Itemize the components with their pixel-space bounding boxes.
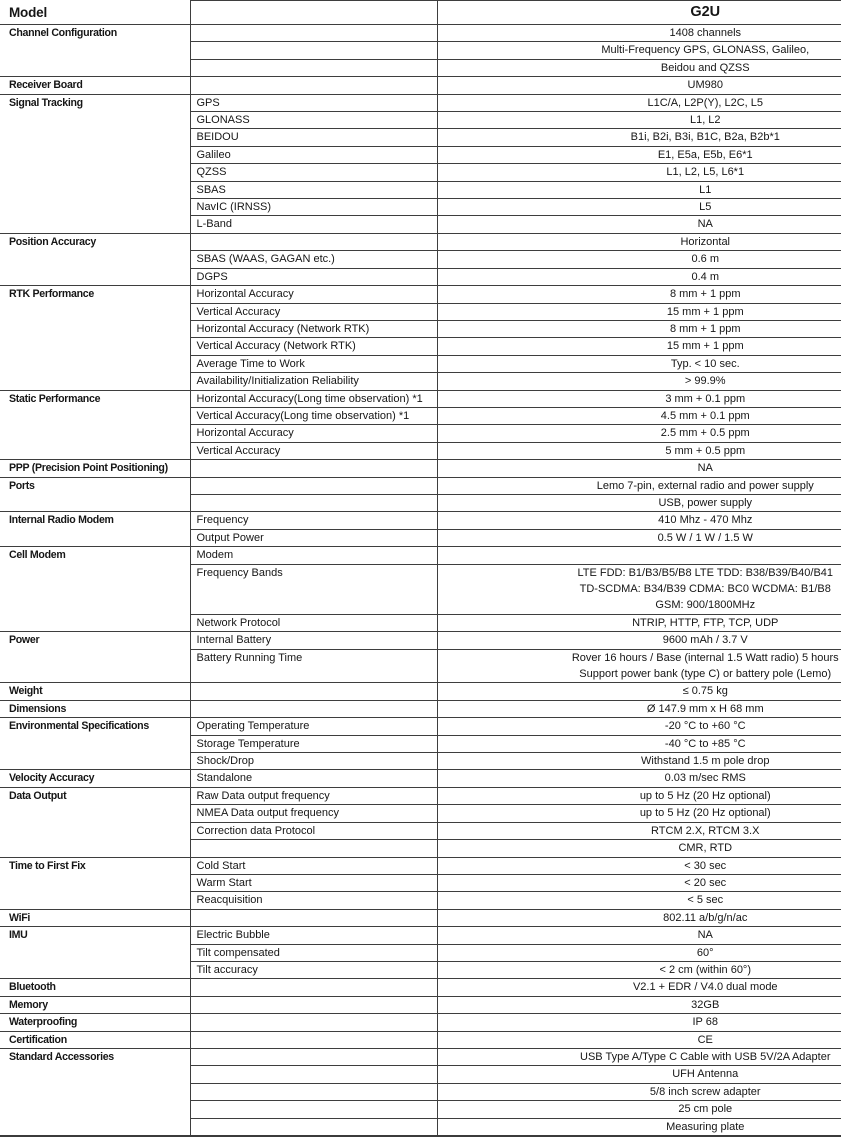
empty-cell <box>190 1066 437 1083</box>
spec-value-cell: 15 mm + 1 ppm <box>437 303 841 320</box>
category-cell: Receiver Board <box>0 77 190 94</box>
category-cell: Data Output <box>0 787 190 857</box>
spec-value-cell: up to 5 Hz (20 Hz optional) <box>437 787 841 804</box>
empty-cell <box>190 1 437 25</box>
empty-cell <box>190 1014 437 1031</box>
spec-value-cell: Horizontal <box>437 233 841 250</box>
spec-value-cell: B1i, B2i, B3i, B1C, B2a, B2b*1 <box>437 129 841 146</box>
category-cell: Standard Accessories <box>0 1048 190 1136</box>
empty-cell <box>190 840 437 857</box>
spec-value-cell: 802.11 a/b/g/n/ac <box>437 909 841 926</box>
spec-name-cell: Horizontal Accuracy (Network RTK) <box>190 320 437 337</box>
empty-cell <box>190 1031 437 1048</box>
spec-value-cell: Lemo 7-pin, external radio and power supply <box>437 477 841 494</box>
table-row <box>0 390 841 407</box>
spec-value-cell: < 30 sec <box>437 857 841 874</box>
empty-cell <box>190 1048 437 1065</box>
spec-name-cell: Horizontal Accuracy(Long time observation) *1 <box>190 390 437 407</box>
spec-name-cell: BEIDOU <box>190 129 437 146</box>
spec-value-cell: CMR, RTD <box>437 840 841 857</box>
table-row <box>0 996 841 1013</box>
empty-cell <box>190 979 437 996</box>
spec-value-cell: NA <box>437 216 841 233</box>
spec-value-cell: up to 5 Hz (20 Hz optional) <box>437 805 841 822</box>
spec-value-cell: < 20 sec <box>437 874 841 891</box>
category-cell: Waterproofing <box>0 1014 190 1031</box>
spec-value-cell: > 99.9% <box>437 373 841 390</box>
spec-name-cell: Output Power <box>190 529 437 546</box>
empty-cell <box>190 1083 437 1100</box>
empty-cell <box>190 909 437 926</box>
table-row <box>0 683 841 700</box>
table-header-row <box>0 1 841 25</box>
spec-name-cell: Shock/Drop <box>190 753 437 770</box>
category-cell: Ports <box>0 477 190 512</box>
table-row <box>0 512 841 529</box>
spec-value-cell: 15 mm + 1 ppm <box>437 338 841 355</box>
spec-name-cell: Internal Battery <box>190 632 437 649</box>
table-row <box>0 1031 841 1048</box>
spec-value-cell: 25 cm pole <box>437 1101 841 1118</box>
empty-cell <box>190 233 437 250</box>
empty-cell <box>190 1101 437 1118</box>
spec-name-cell: Vertical Accuracy (Network RTK) <box>190 338 437 355</box>
table-row <box>0 927 841 944</box>
spec-value-cell: NTRIP, HTTP, FTP, TCP, UDP <box>437 614 841 631</box>
category-cell: Channel Configuration <box>0 25 190 77</box>
spec-value-cell: RTCM 2.X, RTCM 3.X <box>437 822 841 839</box>
category-cell: Dimensions <box>0 700 190 717</box>
spec-value-cell: L1C/A, L2P(Y), L2C, L5 <box>437 94 841 111</box>
table-row <box>0 25 841 42</box>
spec-value-cell: 0.4 m <box>437 268 841 285</box>
spec-value-line: GSM: 900/1800MHz <box>570 597 841 613</box>
spec-value-cell: Beidou and QZSS <box>437 59 841 76</box>
table-row <box>0 94 841 111</box>
spec-name-cell: Standalone <box>190 770 437 787</box>
category-cell: WiFi <box>0 909 190 926</box>
spec-name-cell: Battery Running Time <box>190 649 437 683</box>
table-row <box>0 1048 841 1065</box>
spec-value-line: Support power bank (type C) or battery pole (Lemo) <box>570 666 841 682</box>
spec-value-cell: 9600 mAh / 3.7 V <box>437 632 841 649</box>
spec-value-cell: L1, L2, L5, L6*1 <box>437 164 841 181</box>
category-cell: Environmental Specifications <box>0 718 190 770</box>
spec-value-cell: 60° <box>437 944 841 961</box>
spec-value-cell: 5 mm + 0.5 ppm <box>437 442 841 459</box>
table-row <box>0 460 841 477</box>
category-cell: IMU <box>0 927 190 979</box>
spec-value-line: Rover 16 hours / Base (internal 1.5 Watt radio) 5 hours <box>570 650 841 666</box>
table-row <box>0 547 841 564</box>
product-name-cell: G2U <box>437 1 841 25</box>
spec-value-cell <box>437 547 841 564</box>
spec-value-cell: USB, power supply <box>437 494 841 511</box>
spec-value-cell: Withstand 1.5 m pole drop <box>437 753 841 770</box>
category-cell: Certification <box>0 1031 190 1048</box>
spec-value-cell: 8 mm + 1 ppm <box>437 320 841 337</box>
category-cell: Weight <box>0 683 190 700</box>
category-cell: PPP (Precision Point Positioning) <box>0 460 190 477</box>
spec-value-cell: Measuring plate <box>437 1118 841 1136</box>
spec-name-cell: Vertical Accuracy <box>190 303 437 320</box>
empty-cell <box>190 477 437 494</box>
spec-value-cell: Typ. < 10 sec. <box>437 355 841 372</box>
spec-value-cell: 2.5 mm + 0.5 ppm <box>437 425 841 442</box>
spec-value-cell: L1 <box>437 181 841 198</box>
table-row <box>0 632 841 649</box>
spec-value-cell: < 2 cm (within 60°) <box>437 961 841 978</box>
spec-value-cell: L1, L2 <box>437 112 841 129</box>
spec-name-cell: NavIC (IRNSS) <box>190 199 437 216</box>
spec-name-cell: Tilt accuracy <box>190 961 437 978</box>
empty-cell <box>190 460 437 477</box>
spec-value-line: LTE FDD: B1/B3/B5/B8 LTE TDD: B38/B39/B40/B41 <box>570 565 841 581</box>
spec-value-cell: 0.03 m/sec RMS <box>437 770 841 787</box>
spec-name-cell: Galileo <box>190 146 437 163</box>
table-row <box>0 718 841 735</box>
spec-value-cell: NA <box>437 927 841 944</box>
spec-value-cell: CE <box>437 1031 841 1048</box>
category-cell: Position Accuracy <box>0 233 190 285</box>
table-row <box>0 1014 841 1031</box>
spec-value-cell: 32GB <box>437 996 841 1013</box>
spec-value-cell: Multi-Frequency GPS, GLONASS, Galileo, <box>437 42 841 59</box>
table-row <box>0 787 841 804</box>
spec-name-cell: Reacquisition <box>190 892 437 909</box>
spec-name-cell: Cold Start <box>190 857 437 874</box>
empty-cell <box>190 1118 437 1136</box>
table-row <box>0 979 841 996</box>
spec-value-cell: < 5 sec <box>437 892 841 909</box>
spec-value-cell: 4.5 mm + 0.1 ppm <box>437 407 841 424</box>
spec-name-cell: Horizontal Accuracy <box>190 425 437 442</box>
spec-name-cell: SBAS <box>190 181 437 198</box>
spec-value-cell: 3 mm + 0.1 ppm <box>437 390 841 407</box>
category-cell: Memory <box>0 996 190 1013</box>
spec-value-cell: 0.6 m <box>437 251 841 268</box>
spec-name-cell: GLONASS <box>190 112 437 129</box>
spec-name-cell: L-Band <box>190 216 437 233</box>
spec-name-cell: SBAS (WAAS, GAGAN etc.) <box>190 251 437 268</box>
spec-value-cell <box>437 649 841 683</box>
spec-value-cell: IP 68 <box>437 1014 841 1031</box>
category-cell: Velocity Accuracy <box>0 770 190 787</box>
empty-cell <box>190 77 437 94</box>
category-cell: Bluetooth <box>0 979 190 996</box>
spec-name-cell: QZSS <box>190 164 437 181</box>
model-header-cell: Model <box>0 1 190 25</box>
spec-name-cell: Electric Bubble <box>190 927 437 944</box>
table-row <box>0 77 841 94</box>
empty-cell <box>190 25 437 42</box>
spec-value-cell: UFH Antenna <box>437 1066 841 1083</box>
spec-value-cell: USB Type A/Type C Cable with USB 5V/2A Adapter <box>437 1048 841 1065</box>
spec-value-cell <box>437 564 841 614</box>
table-row <box>0 770 841 787</box>
category-cell: Cell Modem <box>0 547 190 632</box>
spec-name-cell: Tilt compensated <box>190 944 437 961</box>
empty-cell <box>190 683 437 700</box>
spec-name-cell: Horizontal Accuracy <box>190 286 437 303</box>
table-row <box>0 233 841 250</box>
spec-value-cell: E1, E5a, E5b, E6*1 <box>437 146 841 163</box>
spec-value-cell: L5 <box>437 199 841 216</box>
spec-name-cell: NMEA Data output frequency <box>190 805 437 822</box>
spec-name-cell: Availability/Initialization Reliability <box>190 373 437 390</box>
empty-cell <box>190 42 437 59</box>
empty-cell <box>190 494 437 511</box>
spec-value-cell: 5/8 inch screw adapter <box>437 1083 841 1100</box>
spec-value-cell: -20 °C to +60 °C <box>437 718 841 735</box>
table-row <box>0 286 841 303</box>
spec-name-cell: Correction data Protocol <box>190 822 437 839</box>
spec-name-cell: Raw Data output frequency <box>190 787 437 804</box>
category-cell: RTK Performance <box>0 286 190 390</box>
category-cell: Internal Radio Modem <box>0 512 190 547</box>
spec-value-cell: V2.1 + EDR / V4.0 dual mode <box>437 979 841 996</box>
spec-name-cell: Average Time to Work <box>190 355 437 372</box>
spec-name-cell: Vertical Accuracy <box>190 442 437 459</box>
empty-cell <box>190 996 437 1013</box>
spec-name-cell: Operating Temperature <box>190 718 437 735</box>
spec-name-cell: Warm Start <box>190 874 437 891</box>
spec-name-cell: DGPS <box>190 268 437 285</box>
category-cell: Signal Tracking <box>0 94 190 233</box>
category-cell: Static Performance <box>0 390 190 460</box>
empty-cell <box>190 700 437 717</box>
table-row <box>0 700 841 717</box>
category-cell: Time to First Fix <box>0 857 190 909</box>
spec-value-cell: NA <box>437 460 841 477</box>
spec-value-cell: 1408 channels <box>437 25 841 42</box>
spec-value-cell: ≤ 0.75 kg <box>437 683 841 700</box>
spec-value-line: TD-SCDMA: B34/B39 CDMA: BC0 WCDMA: B1/B8 <box>570 581 841 597</box>
spec-name-cell: Modem <box>190 547 437 564</box>
spec-value-cell: -40 °C to +85 °C <box>437 735 841 752</box>
spec-value-cell: 0.5 W / 1 W / 1.5 W <box>437 529 841 546</box>
spec-value-cell: Ø 147.9 mm x H 68 mm <box>437 700 841 717</box>
spec-value-cell: 410 Mhz - 470 Mhz <box>437 512 841 529</box>
spec-name-cell: Vertical Accuracy(Long time observation) *1 <box>190 407 437 424</box>
spec-value-cell: UM980 <box>437 77 841 94</box>
spec-value-cell: 8 mm + 1 ppm <box>437 286 841 303</box>
spec-name-cell: GPS <box>190 94 437 111</box>
spec-name-cell: Storage Temperature <box>190 735 437 752</box>
table-row <box>0 857 841 874</box>
category-cell: Power <box>0 632 190 683</box>
empty-cell <box>190 59 437 76</box>
table-row <box>0 477 841 494</box>
spec-name-cell: Frequency Bands <box>190 564 437 614</box>
table-row <box>0 909 841 926</box>
spec-name-cell: Frequency <box>190 512 437 529</box>
spec-name-cell: Network Protocol <box>190 614 437 631</box>
